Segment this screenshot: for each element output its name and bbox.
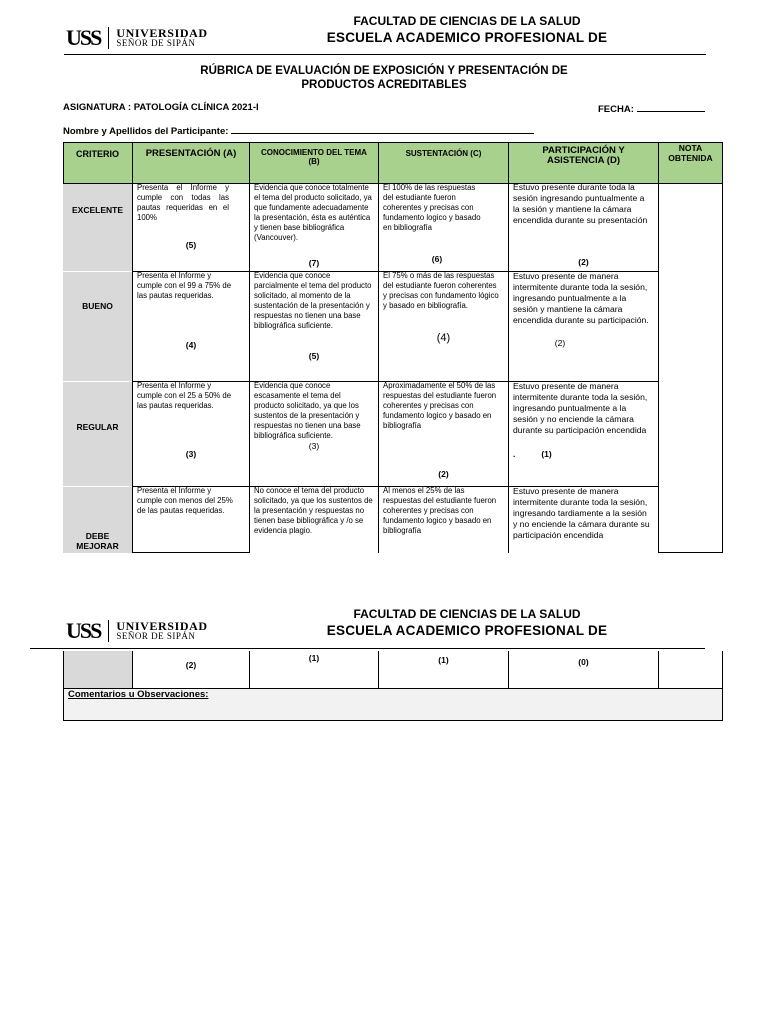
bueno-sustentacion-text: El 75% o más de las respuestas del estudiante fueron coherentes y precisas con fundamento lógico y basado en bibliografía.: [383, 271, 499, 310]
mejorar-sustentacion-text: Al menos el 25% de las respuestas del estudiante fueron coherentes y precisas con fundamento logico y basado en bibliografía: [383, 486, 497, 535]
header-criterio: CRITERIO: [63, 143, 132, 183]
regular-presentacion-score: (3): [185, 449, 197, 459]
mejorar-conocimiento-score: (1): [308, 653, 320, 663]
header-nota: NOTA OBTENIDA: [659, 143, 722, 183]
criterio-debe-mejorar: DEBE MEJORAR: [63, 487, 132, 553]
bueno-conocimiento-score: (5): [308, 351, 320, 361]
table-border: [722, 651, 723, 721]
bueno-sustentacion-score: (4): [436, 332, 451, 344]
faculty-heading-page2: FACULTAD DE CIENCIAS DE LA SALUD: [353, 607, 581, 621]
table-border: [63, 142, 64, 183]
mejorar-participacion-score: (0): [578, 657, 589, 667]
faculty-heading: FACULTAD DE CIENCIAS DE LA SALUD: [353, 14, 581, 28]
header-rule: [64, 54, 706, 55]
table-border: [63, 720, 723, 721]
logo-line2: SEÑOR DE SIPÁN: [116, 38, 196, 48]
bueno-presentacion-score: (4): [185, 340, 197, 350]
bueno-conocimiento-text: Evidencia que conoce parcialmente el tema del producto solicitado, al momento de la sustentación de la presentación y respuestas no tienen una base bibliográfica suficiente.: [254, 271, 372, 330]
criterio-debe-mejorar-cont: [63, 651, 132, 688]
logo-divider: [108, 27, 109, 49]
university-logo: [66, 25, 208, 51]
logo-line1: UNIVERSIDAD: [116, 619, 208, 633]
logo-line1: UNIVERSIDAD: [116, 26, 208, 40]
bueno-participacion-score: (2): [554, 338, 566, 348]
table-border: [722, 142, 723, 553]
excelente-sustentacion-text: El 100% de las respuestas del estudiante fueron coherentes y precisas con fundamento logico y basado en bibliografía: [383, 183, 481, 232]
table-border: [378, 142, 379, 553]
logo-text: [116, 28, 207, 48]
mejorar-presentacion-score: (2): [185, 660, 197, 670]
table-border: [63, 142, 723, 143]
university-logo-page2: [66, 618, 208, 644]
regular-conocimiento-text: Evidencia que conoce escasamente el tema del producto solicitado, ya que los sustentos de la presentación y respuestas no tienen una base bibliográfica suficiente.: [254, 381, 361, 440]
criterio-bueno: BUENO: [63, 272, 132, 381]
table-border: [658, 651, 659, 689]
logo-text: [116, 621, 207, 641]
regular-presentacion-text: Presenta el Informe y cumple con el 25 a 50% de las pautas requeridas.: [137, 381, 232, 410]
header-rule-page2: [30, 648, 705, 649]
excelente-participacion-score: (2): [578, 257, 589, 267]
excelente-participacion-text: Estuvo presente durante toda la sesión ingresando puntualmente a la sesión y mantiene la cámara encendida durante su presentación: [513, 182, 648, 225]
school-heading-page2: ESCUELA ACADEMICO PROFESIONAL DE: [326, 623, 608, 638]
mejorar-participacion-text: Estuvo presente de manera intermitente durante toda la sesión, ingresando tardiamente a la sesión y no enciende la cámara durante su participación encendida: [513, 486, 650, 540]
excelente-presentacion-text: Presenta el Informe y cumple con todas las pautas requeridas en el 100%: [137, 183, 229, 222]
excelente-presentacion-score: (5): [185, 240, 197, 250]
logo-line2: SEÑOR DE SIPÁN: [116, 631, 196, 641]
participant-field[interactable]: [63, 124, 534, 137]
header-sustentacion: SUSTENTACIÓN (C): [379, 143, 508, 183]
logo-mark: USS: [66, 618, 101, 643]
participant-label: Nombre y Apellidos del Participante:: [63, 126, 229, 137]
table-border: [658, 142, 659, 553]
mejorar-conocimiento-text: No conoce el tema del producto solicitado, ya que los sustentos de la presentación y respuestas no tienen base bibliográfica y /o se evidencia plagio.: [254, 486, 373, 535]
criterio-excelente: EXCELENTE: [63, 184, 132, 271]
bueno-participacion-text: Estuvo presente de manera intermitente durante toda la sesión, ingresando puntualmente a la sesión y mantiene la cámara encendida durante su participación.: [513, 271, 649, 325]
fecha-field[interactable]: [598, 102, 705, 115]
document-title-line2: PRODUCTOS ACREDITABLES: [301, 79, 467, 91]
criterio-regular: REGULAR: [63, 382, 132, 486]
excelente-conocimiento-text: Evidencia que conoce totalmente el tema del producto solicitado, ya que fundamente adecuadamente la presentación, ésta es auténtica y tienen base bibliográfica (Vancouver).: [254, 183, 372, 242]
excelente-sustentacion-score: (6): [431, 254, 443, 264]
excelente-conocimiento-score: (7): [308, 258, 320, 268]
school-heading: ESCUELA ACADEMICO PROFESIONAL DE: [326, 30, 608, 45]
regular-participacion-text: Estuvo presente de manera intermitente durante toda la sesión, ingresando puntualmente a la sesión y no enciende la cámara durante su participación encendida: [513, 381, 648, 435]
header-conocimiento: CONOCIMIENTO DEL TEMA (B): [250, 143, 378, 183]
table-border: [133, 552, 249, 553]
mejorar-presentacion-text: Presenta el Informe y cumple con menos del 25% de las pautas requeridas.: [137, 486, 233, 515]
table-border: [249, 142, 250, 553]
header-presentacion: PRESENTACIÓN (A): [133, 143, 249, 183]
table-border: [659, 552, 723, 553]
regular-conocimiento-score: (3): [308, 441, 320, 451]
regular-sustentacion-text: Aproximadamente el 50% de las respuestas del estudiante fueron coherentes y precisas con fundamento logico y basado en bibliografía: [383, 381, 497, 430]
mejorar-sustentacion-score: (1): [438, 655, 449, 665]
bueno-presentacion-text: Presenta el Informe y cumple con el 99 a 75% de las pautas requeridas.: [137, 271, 232, 300]
comments-label: Comentarios u Observaciones:: [68, 689, 209, 700]
document-title-line1: RÚBRICA DE EVALUACIÓN DE EXPOSICIÓN Y PRESENTACIÓN DE: [200, 65, 568, 77]
regular-participacion-score: . (1): [513, 449, 552, 459]
participant-blank[interactable]: [231, 124, 534, 134]
fecha-label: FECHA:: [598, 104, 634, 115]
asignatura-label: ASIGNATURA : PATOLOGÍA CLÍNICA 2021-I: [63, 102, 259, 113]
header-participacion: PARTICIPACIÓN Y ASISTENCIA (D): [509, 143, 658, 183]
fecha-blank[interactable]: [637, 102, 705, 112]
logo-mark: USS: [66, 25, 101, 50]
logo-divider: [108, 620, 109, 642]
table-border: [132, 651, 133, 689]
regular-sustentacion-score: (2): [438, 469, 449, 479]
